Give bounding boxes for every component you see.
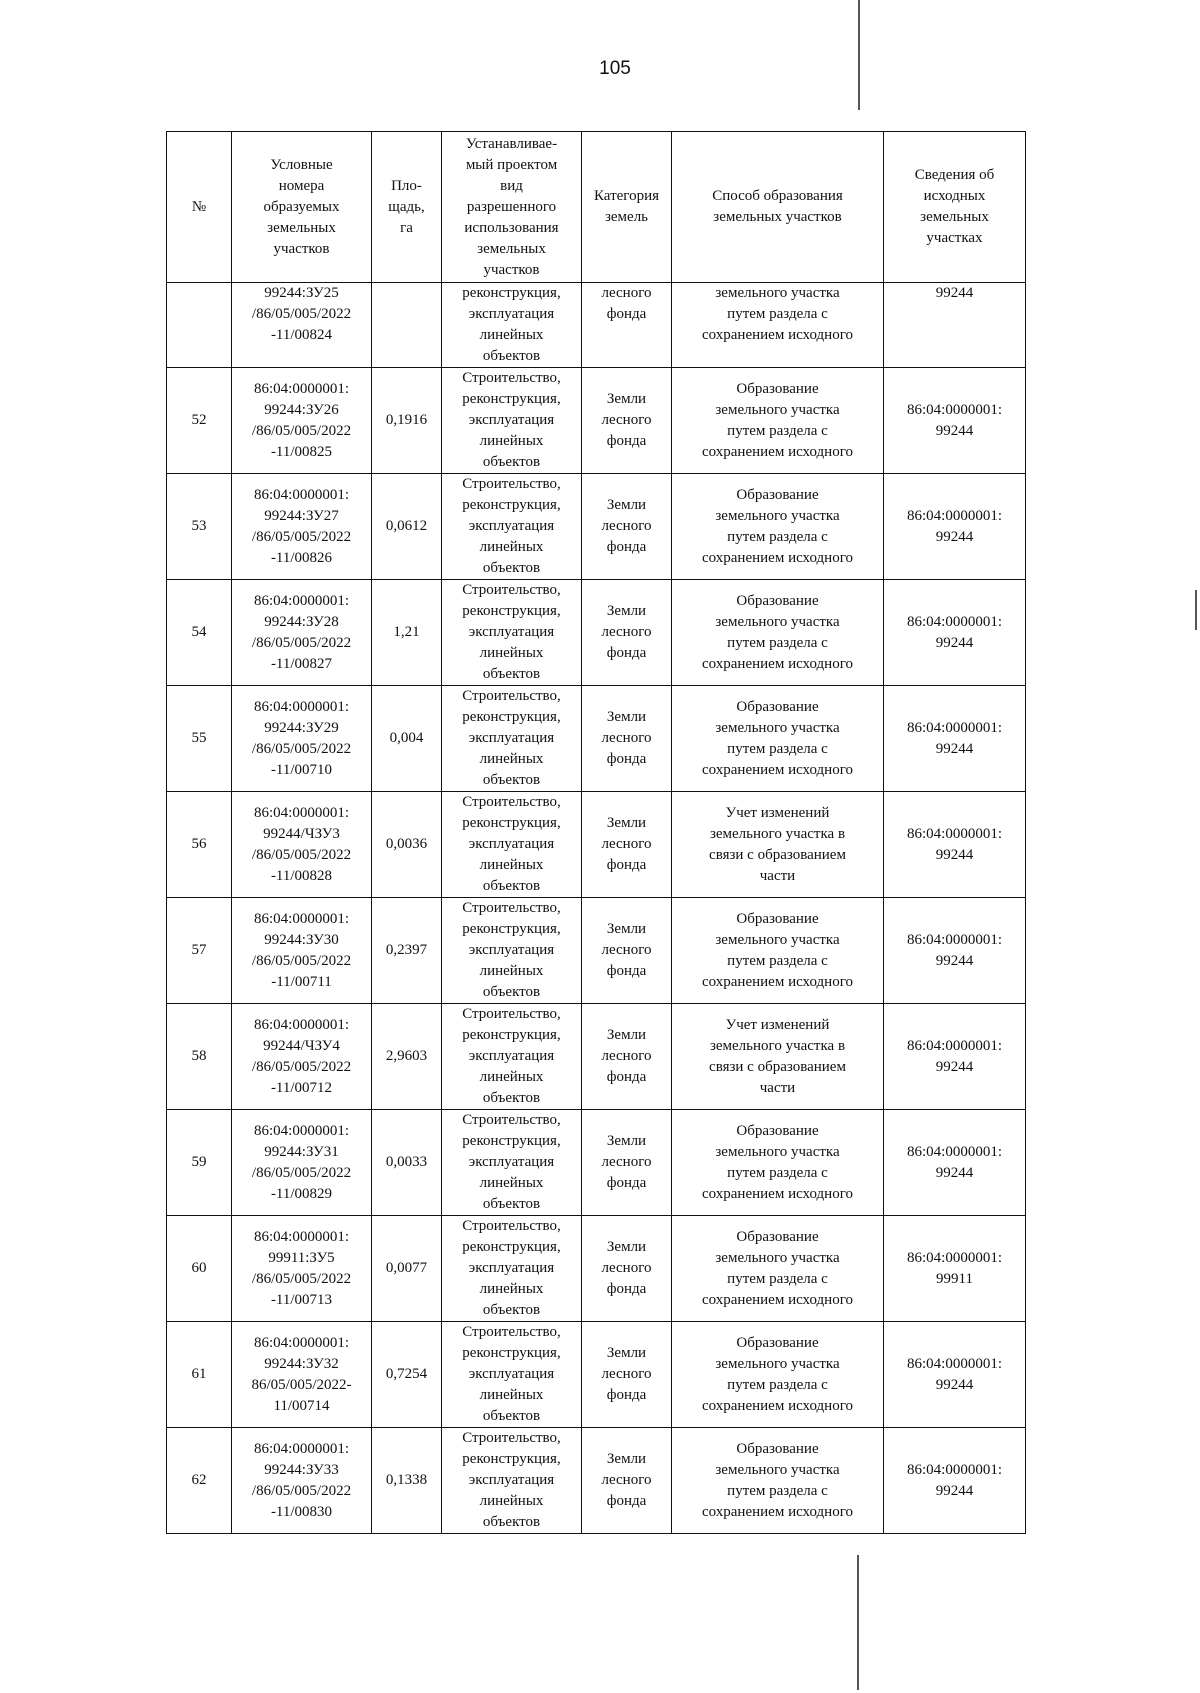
cell-area: 1,21 bbox=[372, 580, 442, 686]
cell-category: Земли лесного фонда bbox=[582, 1110, 672, 1216]
cell-permitted-use: Строительство, реконструкция, эксплуатация линейных объектов bbox=[442, 1004, 582, 1110]
cell-category: Земли лесного фонда bbox=[582, 1004, 672, 1110]
header-permitted-use: Устанавливае- мый проектом вид разрешенного использования земельных участков bbox=[442, 132, 582, 283]
cell-source: 86:04:0000001: 99244 bbox=[884, 1110, 1026, 1216]
cell-num: 62 bbox=[167, 1428, 232, 1534]
cell-num: 55 bbox=[167, 686, 232, 792]
cell-cadastral: 86:04:0000001: 99244:ЗУ32 86/05/005/2022- 11/00714 bbox=[232, 1322, 372, 1428]
header-area: Пло- щадь, га bbox=[372, 132, 442, 283]
cell-area: 0,0033 bbox=[372, 1110, 442, 1216]
cell-category: Земли лесного фонда bbox=[582, 898, 672, 1004]
cell-area: 0,2397 bbox=[372, 898, 442, 1004]
cell-area: 0,0036 bbox=[372, 792, 442, 898]
cell-method: Образование земельного участка путем раздела с сохранением исходного bbox=[672, 1322, 884, 1428]
cell-cadastral: 99244:ЗУ25 /86/05/005/2022 -11/00824 bbox=[232, 283, 372, 368]
cell-cadastral: 86:04:0000001: 99244:ЗУ31 /86/05/005/2022 -11/00829 bbox=[232, 1110, 372, 1216]
cell-num: 61 bbox=[167, 1322, 232, 1428]
cell-permitted-use: Строительство, реконструкция, эксплуатация линейных объектов bbox=[442, 1428, 582, 1534]
cell-cadastral: 86:04:0000001: 99244:ЗУ28 /86/05/005/2022 -11/00827 bbox=[232, 580, 372, 686]
cell-category: Земли лесного фонда bbox=[582, 686, 672, 792]
cell-source: 86:04:0000001: 99244 bbox=[884, 1004, 1026, 1110]
cell-permitted-use: Строительство, реконструкция, эксплуатация линейных объектов bbox=[442, 580, 582, 686]
table-row bbox=[167, 898, 1026, 1004]
cell-permitted-use: реконструкция, эксплуатация линейных объектов bbox=[442, 283, 582, 368]
header-method: Способ образования земельных участков bbox=[672, 132, 884, 283]
cell-method: Образование земельного участка путем раздела с сохранением исходного bbox=[672, 1110, 884, 1216]
cell-cadastral: 86:04:0000001: 99244:ЗУ27 /86/05/005/2022 -11/00826 bbox=[232, 474, 372, 580]
land-plots-table bbox=[166, 131, 1026, 1534]
cell-num: 57 bbox=[167, 898, 232, 1004]
cell-method: земельного участка путем раздела с сохранением исходного bbox=[672, 283, 884, 368]
cell-source: 86:04:0000001: 99244 bbox=[884, 1428, 1026, 1534]
cell-category: Земли лесного фонда bbox=[582, 1322, 672, 1428]
cell-num bbox=[167, 283, 232, 368]
cell-area: 0,0612 bbox=[372, 474, 442, 580]
cell-method: Образование земельного участка путем раздела с сохранением исходного bbox=[672, 474, 884, 580]
cell-category: лесного фонда bbox=[582, 283, 672, 368]
cell-source: 86:04:0000001: 99911 bbox=[884, 1216, 1026, 1322]
cell-num: 60 bbox=[167, 1216, 232, 1322]
cell-method: Образование земельного участка путем раздела с сохранением исходного bbox=[672, 1216, 884, 1322]
table-row bbox=[167, 1110, 1026, 1216]
cell-category: Земли лесного фонда bbox=[582, 368, 672, 474]
cell-cadastral: 86:04:0000001: 99244/ЧЗУ3 /86/05/005/2022 -11/00828 bbox=[232, 792, 372, 898]
scan-mark bbox=[1195, 590, 1197, 630]
header-category: Категория земель bbox=[582, 132, 672, 283]
cell-area: 0,004 bbox=[372, 686, 442, 792]
cell-source: 86:04:0000001: 99244 bbox=[884, 686, 1026, 792]
scan-mark bbox=[857, 1555, 859, 1690]
cell-source: 86:04:0000001: 99244 bbox=[884, 1322, 1026, 1428]
cell-num: 58 bbox=[167, 1004, 232, 1110]
cell-permitted-use: Строительство, реконструкция, эксплуатация линейных объектов bbox=[442, 898, 582, 1004]
cell-cadastral: 86:04:0000001: 99244:ЗУ30 /86/05/005/2022 -11/00711 bbox=[232, 898, 372, 1004]
cell-permitted-use: Строительство, реконструкция, эксплуатация линейных объектов bbox=[442, 368, 582, 474]
table-row bbox=[167, 368, 1026, 474]
cell-num: 56 bbox=[167, 792, 232, 898]
cell-cadastral: 86:04:0000001: 99911:ЗУ5 /86/05/005/2022 -11/00713 bbox=[232, 1216, 372, 1322]
cell-permitted-use: Строительство, реконструкция, эксплуатация линейных объектов bbox=[442, 792, 582, 898]
cell-area: 0,1338 bbox=[372, 1428, 442, 1534]
cell-category: Земли лесного фонда bbox=[582, 1216, 672, 1322]
table-row bbox=[167, 1004, 1026, 1110]
cell-area: 0,1916 bbox=[372, 368, 442, 474]
cell-area: 2,9603 bbox=[372, 1004, 442, 1110]
cell-category: Земли лесного фонда bbox=[582, 580, 672, 686]
table-row bbox=[167, 686, 1026, 792]
cell-method: Образование земельного участка путем раздела с сохранением исходного bbox=[672, 686, 884, 792]
cell-method: Образование земельного участка путем раздела с сохранением исходного bbox=[672, 1428, 884, 1534]
cell-source: 86:04:0000001: 99244 bbox=[884, 580, 1026, 686]
table-row bbox=[167, 1428, 1026, 1534]
cell-method: Учет изменений земельного участка в связи с образованием части bbox=[672, 1004, 884, 1110]
cell-area: 0,0077 bbox=[372, 1216, 442, 1322]
table-row bbox=[167, 474, 1026, 580]
cell-num: 54 bbox=[167, 580, 232, 686]
cell-method: Образование земельного участка путем раздела с сохранением исходного bbox=[672, 580, 884, 686]
scan-mark bbox=[858, 0, 860, 110]
cell-permitted-use: Строительство, реконструкция, эксплуатация линейных объектов bbox=[442, 474, 582, 580]
table-header-row bbox=[167, 132, 1026, 283]
header-num: № bbox=[167, 132, 232, 283]
cell-source: 86:04:0000001: 99244 bbox=[884, 474, 1026, 580]
header-cadastral: Условные номера образуемых земельных участков bbox=[232, 132, 372, 283]
cell-source: 86:04:0000001: 99244 bbox=[884, 792, 1026, 898]
table-row bbox=[167, 1322, 1026, 1428]
cell-cadastral: 86:04:0000001: 99244:ЗУ26 /86/05/005/2022 -11/00825 bbox=[232, 368, 372, 474]
cell-source: 86:04:0000001: 99244 bbox=[884, 898, 1026, 1004]
cell-num: 53 bbox=[167, 474, 232, 580]
cell-permitted-use: Строительство, реконструкция, эксплуатация линейных объектов bbox=[442, 686, 582, 792]
cell-num: 52 bbox=[167, 368, 232, 474]
page-number: 105 bbox=[599, 58, 631, 79]
cell-source: 99244 bbox=[884, 283, 1026, 368]
table-row bbox=[167, 1216, 1026, 1322]
cell-num: 59 bbox=[167, 1110, 232, 1216]
cell-source: 86:04:0000001: 99244 bbox=[884, 368, 1026, 474]
cell-category: Земли лесного фонда bbox=[582, 1428, 672, 1534]
cell-cadastral: 86:04:0000001: 99244:ЗУ29 /86/05/005/2022 -11/00710 bbox=[232, 686, 372, 792]
cell-category: Земли лесного фонда bbox=[582, 792, 672, 898]
table-row bbox=[167, 580, 1026, 686]
cell-category: Земли лесного фонда bbox=[582, 474, 672, 580]
cell-area: 0,7254 bbox=[372, 1322, 442, 1428]
cell-area bbox=[372, 283, 442, 368]
cell-method: Учет изменений земельного участка в связи с образованием части bbox=[672, 792, 884, 898]
table-row-continuation bbox=[167, 283, 1026, 368]
cell-cadastral: 86:04:0000001: 99244/ЧЗУ4 /86/05/005/2022 -11/00712 bbox=[232, 1004, 372, 1110]
cell-permitted-use: Строительство, реконструкция, эксплуатация линейных объектов bbox=[442, 1110, 582, 1216]
table-row bbox=[167, 792, 1026, 898]
header-source: Сведения об исходных земельных участках bbox=[884, 132, 1026, 283]
cell-cadastral: 86:04:0000001: 99244:ЗУ33 /86/05/005/2022 -11/00830 bbox=[232, 1428, 372, 1534]
cell-permitted-use: Строительство, реконструкция, эксплуатация линейных объектов bbox=[442, 1216, 582, 1322]
cell-method: Образование земельного участка путем раздела с сохранением исходного bbox=[672, 368, 884, 474]
cell-permitted-use: Строительство, реконструкция, эксплуатация линейных объектов bbox=[442, 1322, 582, 1428]
cell-method: Образование земельного участка путем раздела с сохранением исходного bbox=[672, 898, 884, 1004]
